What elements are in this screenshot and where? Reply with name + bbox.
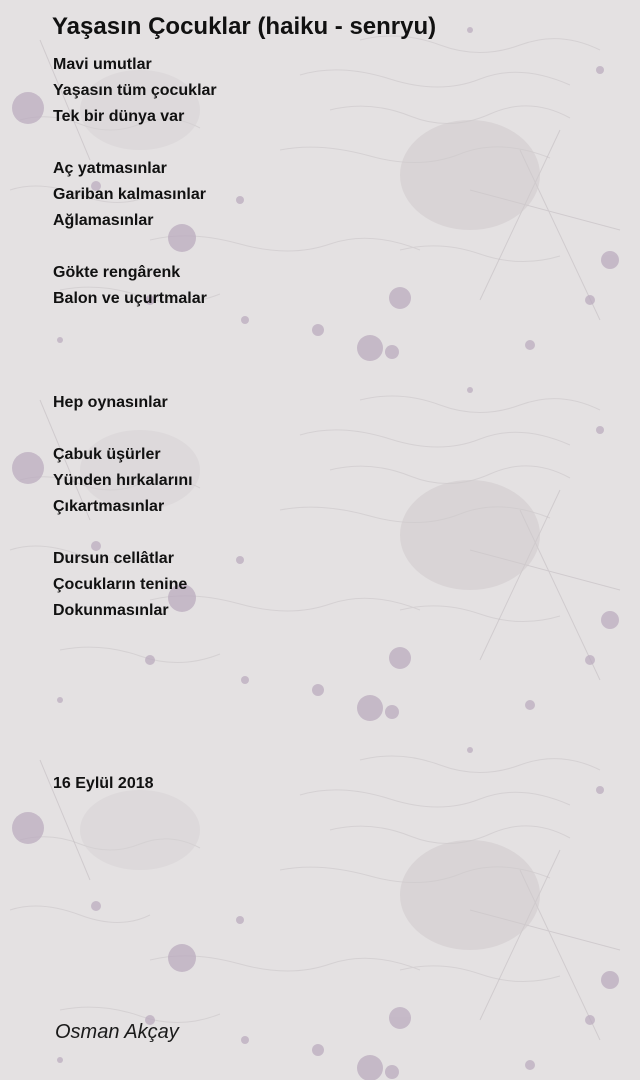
poem-body — [53, 52, 613, 624]
stanza-6 — [53, 546, 613, 624]
poem-line: Dokunmasınlar — [53, 602, 169, 619]
poem-line: Mavi umutlar — [53, 56, 152, 73]
poem-line: Gökte rengârenk — [53, 264, 181, 281]
poem-date: 16 Eylül 2018 — [53, 775, 154, 792]
stanza-5 — [53, 442, 613, 520]
poem-author: Osman Akçay — [55, 1021, 179, 1043]
stanza-spacer — [53, 416, 613, 442]
poem-line: Çabuk üşürler — [53, 446, 161, 463]
poem-line: Aç yatmasınlar — [53, 160, 167, 177]
stanza-4 — [53, 390, 613, 416]
stanza-spacer — [53, 130, 613, 156]
poem-line: Balon ve uçurtmalar — [53, 290, 207, 307]
stanza-1 — [53, 52, 613, 130]
poem-title: Yaşasın Çocuklar (haiku - senryu) — [52, 13, 437, 40]
stanza-spacer — [53, 312, 613, 390]
poem-line: Yünden hırkalarını — [53, 472, 193, 489]
stanza-spacer — [53, 520, 613, 546]
poem-line: Yaşasın tüm çocuklar — [53, 82, 217, 99]
stanza-3 — [53, 260, 613, 312]
poem-line: Dursun cellâtlar — [53, 550, 174, 567]
poem-line: Hep oynasınlar — [53, 394, 168, 411]
stanza-2 — [53, 156, 613, 234]
poem-line: Gariban kalmasınlar — [53, 186, 206, 203]
stanza-spacer — [53, 234, 613, 260]
poem-line: Çocukların tenine — [53, 576, 188, 593]
poem-line: Çıkartmasınlar — [53, 498, 165, 515]
poem-line: Ağlamasınlar — [53, 212, 154, 229]
poem-line: Tek bir dünya var — [53, 108, 185, 125]
